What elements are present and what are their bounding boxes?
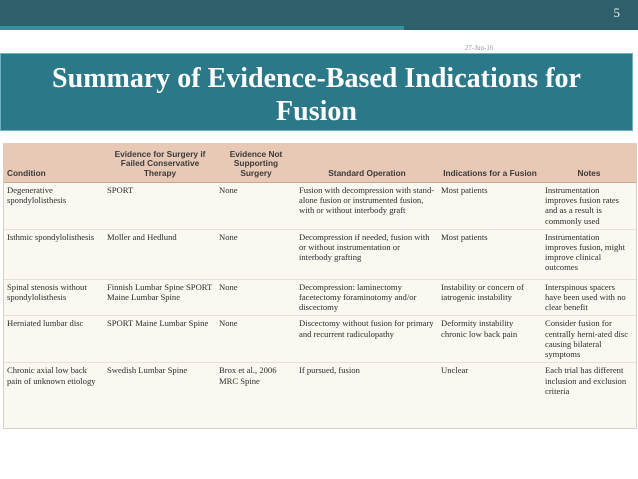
cell-standard-operation: Fusion with decompression with stand-alone fusion or instrumented fusion, with or without interbody graft (296, 183, 438, 230)
cell-condition: Spinal stenosis without spondylolisthesis (4, 279, 104, 316)
cell-evidence-not: Brox et al., 2006 MRC Spine (219, 365, 277, 386)
cell-notes: Instrumentation improves fusion rates and as a result is commonly used (542, 183, 636, 230)
table-row (4, 279, 636, 316)
cell-indications: Most patients (438, 229, 542, 279)
cell-condition: Herniated lumbar disc (4, 316, 104, 363)
top-bar (0, 0, 638, 30)
cell-standard-operation: Decompression: laminectomy facetectomy foraminotomy and/or discectomy (296, 279, 438, 316)
cell-standard-operation: If pursued, fusion (299, 365, 360, 376)
cell-evidence-not: None (216, 279, 296, 316)
table-row (4, 363, 636, 413)
cell-evidence-not: None (216, 316, 296, 363)
cell-indications: Unclear (441, 365, 469, 376)
header-evidence-for: Evidence for Surgery if Failed Conservative Therapy (104, 144, 216, 183)
header-notes: Notes (542, 144, 636, 183)
cell-condition: Chronic axial low back pain of unknown etiology (7, 365, 96, 386)
cell-notes: Interspinous spacers have been used with no clear benefit (542, 279, 636, 316)
cell-evidence-not: None (216, 183, 296, 230)
slide-title (0, 53, 633, 131)
header-indications: Indications for a Fusion (438, 144, 542, 183)
cell-indications: Instability or concern of iatrogenic instability (438, 279, 542, 316)
cell-evidence-for: Moller and Hedlund (104, 229, 216, 279)
cell-evidence-for: Finnish Lumbar Spine SPORT Maine Lumbar Spine (104, 279, 216, 316)
slide-date: 27-Jun-16 (465, 44, 494, 52)
cell-notes: Each trial has different inclusion and exclusion criteria (545, 365, 627, 396)
evidence-table-container (3, 143, 637, 429)
cell-notes: Consider fusion for centrally herni-ated disc causing bilateral symptoms (542, 316, 636, 363)
cell-standard-operation: Decompression if needed, fusion with or without instrumentation or interbody grafting (296, 229, 438, 279)
header-condition: Condition (4, 144, 104, 183)
slide-title-line-1: Summary of Evidence-Based Indications for (52, 63, 581, 94)
cell-indications: Most patients (438, 183, 542, 230)
slide-title-line-2: Fusion (276, 96, 357, 127)
cell-standard-operation: Discectomy without fusion for primary and recurrent radiculopathy (296, 316, 438, 363)
cell-condition: Degenerative spondylolisthesis (4, 183, 104, 230)
header-standard-operation: Standard Operation (296, 144, 438, 183)
slide-number: 5 (613, 5, 620, 20)
header-evidence-not: Evidence Not Supporting Surgery (216, 144, 296, 183)
cell-condition: Isthmic spondylolisthesis (4, 229, 104, 279)
cell-notes: Instrumentation improves fusion, might improve clinical outcomes (542, 229, 636, 279)
table-row (4, 316, 636, 363)
table-row (4, 183, 636, 230)
table-header-row (4, 144, 636, 183)
evidence-table (4, 144, 636, 412)
cell-evidence-not: None (216, 229, 296, 279)
table-row (4, 229, 636, 279)
cell-evidence-for: Swedish Lumbar Spine (107, 365, 188, 376)
divider (0, 30, 638, 36)
cell-evidence-for: SPORT Maine Lumbar Spine (104, 316, 216, 363)
cell-indications: Deformity instability chronic low back pain (438, 316, 542, 363)
cell-evidence-for: SPORT (104, 183, 216, 230)
